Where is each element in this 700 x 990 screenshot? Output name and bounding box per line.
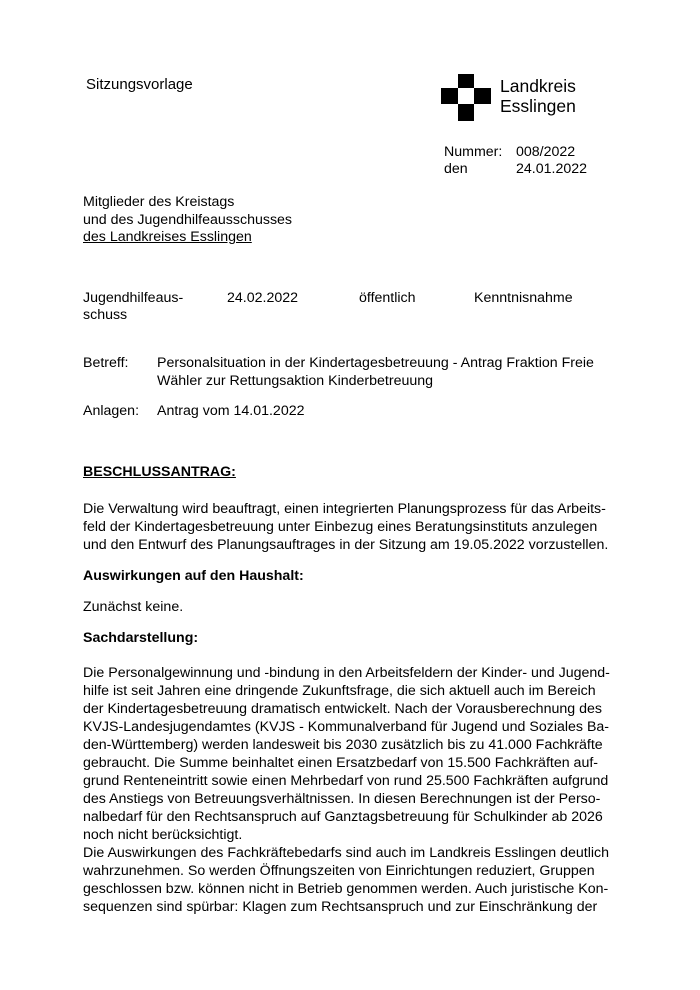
date-label: den: [444, 161, 468, 177]
paragraph-line: grund Renteneintritt sowie einen Mehrbedarf von rund 25.500 Fachkräften aufgrund: [83, 773, 609, 789]
sachdarstellung-heading: Sachdarstellung:: [83, 630, 199, 646]
date-value: 24.01.2022: [516, 161, 588, 177]
beschluss-paragraph: [83, 500, 608, 554]
paragraph-line: den-Württemberg) werden landesweit bis 2030 zusätzlich bis zu 41.000 Fachkräfte: [83, 737, 603, 753]
recipient-line: Mitglieder des Kreistags: [83, 194, 235, 210]
paragraph-line: Die Auswirkungen des Fachkräftebedarfs sind auch im Landkreis Esslingen deutlich: [83, 845, 610, 861]
logo-line-1: Landkreis: [500, 76, 576, 96]
paragraph-line: KVJS-Landesjugendamtes (KVJS - Kommunalverband für Jugend und Soziales Ba-: [83, 719, 610, 735]
paragraph-line: feld der Kindertagesbetreuung unter Einbezug eines Beratungsinstituts anzulegen: [83, 519, 598, 535]
betreff-label: Betreff:: [83, 355, 129, 371]
paragraph-line: gebraucht. Die Summe beinhaltet einen Ersatzbedarf von 15.500 Fachkräften auf-: [83, 755, 598, 771]
logo-text: [500, 76, 576, 116]
session-date: 24.02.2022: [227, 290, 299, 306]
paragraph-line: sequenzen sind spürbar: Klagen zum Rechtsanspruch und zur Einschränkung der: [83, 899, 598, 915]
committee-line-2: schuss: [83, 307, 128, 323]
committee-line-1: Jugendhilfeaus-: [83, 290, 184, 306]
recipient-line: des Landkreises Esslingen: [83, 229, 252, 245]
paragraph-line: nalbedarf für den Rechtsanspruch auf Ganztagsbetreuung für Schulkinder ab 2026: [83, 809, 603, 825]
betreff-line: Wähler zur Rettungsaktion Kinderbetreuung: [157, 373, 434, 389]
betreff-text: [157, 354, 594, 390]
recipient-line: und des Jugendhilfeausschusses: [83, 211, 293, 228]
anlagen-text: Antrag vom 14.01.2022: [157, 403, 305, 419]
document-meta: [444, 144, 587, 178]
session-committee: [83, 290, 183, 324]
haushalt-text: Zunächst keine.: [83, 599, 184, 615]
haushalt-heading: Auswirkungen auf den Haushalt:: [83, 568, 304, 584]
paragraph-line: des Anstiegs von Betreuungsverhältnissen. In diesen Berechnungen ist der Perso-: [83, 791, 601, 807]
recipients-block: [83, 194, 292, 247]
paragraph-line: und den Entwurf des Planungsauftrages in der Sitzung am 19.05.2022 vorzustellen.: [83, 537, 609, 553]
nummer-label: Nummer:: [444, 144, 503, 160]
anlagen-label: Anlagen:: [83, 403, 140, 419]
paragraph-line: wahrzunehmen. So werden Öffnungszeiten von Einrichtungen reduziert, Gruppen: [83, 863, 595, 879]
paragraph-line: Die Verwaltung wird beauftragt, einen integrierten Planungsprozess für das Arbeits-: [83, 501, 606, 517]
betreff-line: Personalsituation in der Kindertagesbetreuung - Antrag Fraktion Freie: [157, 355, 594, 371]
logo-line-2: Esslingen: [500, 96, 576, 116]
sachdarstellung-paragraph-1: [83, 664, 610, 844]
landkreis-logo-icon: [441, 74, 493, 122]
session-visibility: öffentlich: [359, 290, 416, 306]
paragraph-line: geschlossen bzw. können nicht in Betrieb genommen werden. Auch juristische Kon-: [83, 881, 609, 897]
paragraph-line: der Kindertagesbetreuung dramatisch entwickelt. Nach der Vorausberechnung des: [83, 701, 602, 717]
document-type-title: Sitzungsvorlage: [86, 76, 193, 93]
paragraph-line: Die Personalgewinnung und -bindung in den Arbeitsfeldern der Kinder- und Jugend-: [83, 665, 610, 681]
beschluss-heading: BESCHLUSSANTRAG:: [83, 464, 236, 480]
paragraph-line: noch nicht berücksichtigt.: [83, 827, 243, 843]
paragraph-line: hilfe ist seit Jahren eine dringende Zukunftsfrage, die sich aktuell auch im Bereich: [83, 683, 596, 699]
session-type: Kenntnisnahme: [474, 290, 573, 306]
sachdarstellung-paragraph-2: [83, 844, 609, 916]
nummer-value: 008/2022: [516, 144, 576, 160]
